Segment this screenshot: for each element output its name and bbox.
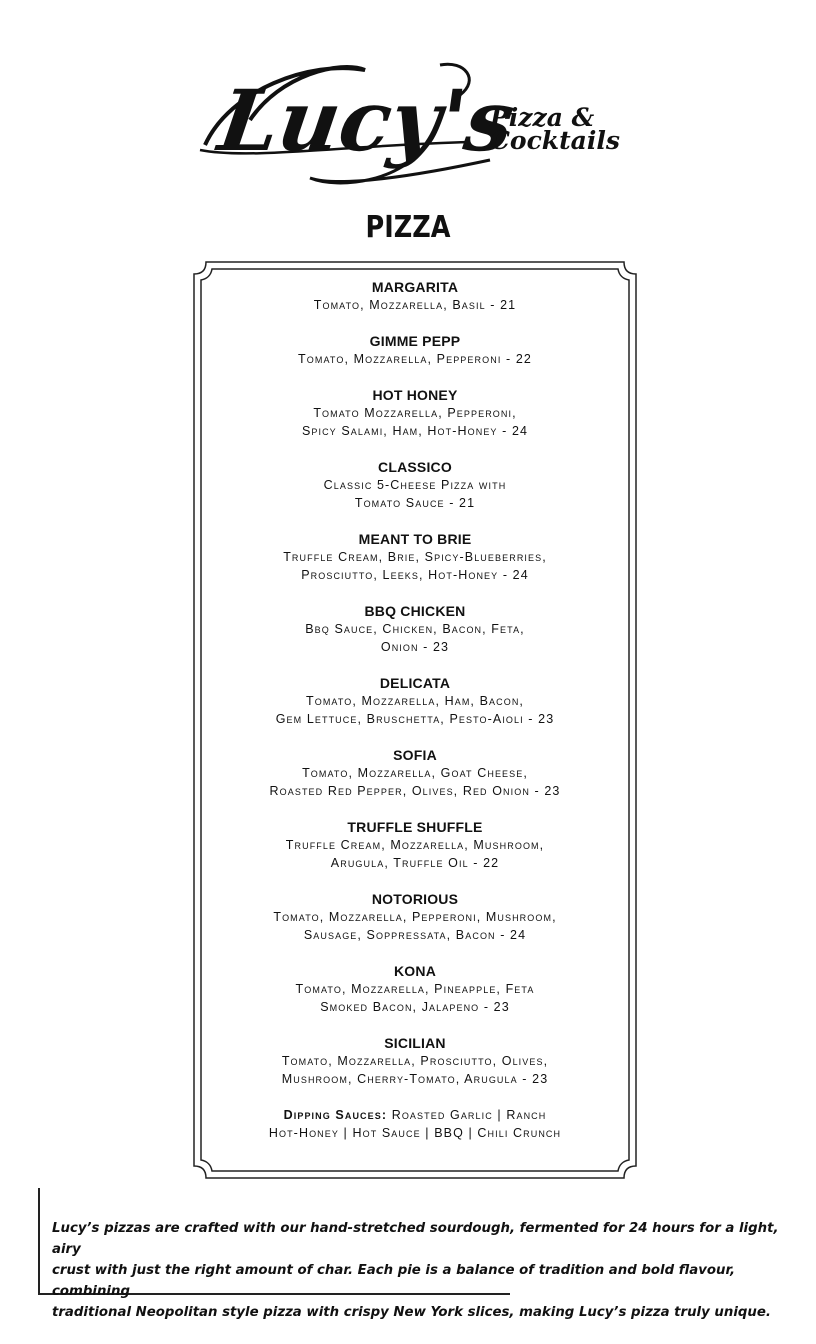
menu-item-name: CLASSICO (378, 459, 452, 475)
menu-item-description: Tomato, Mozzarella, Goat Cheese, Roasted Red Pepper, Olives, Red Onion - 23 (269, 766, 561, 798)
menu-item (192, 530, 638, 584)
dipping-sauces-line1: Roasted Garlic | Ranch (391, 1108, 547, 1122)
menu-item-name: KONA (393, 963, 437, 979)
lucys-logo (190, 50, 640, 195)
menu-item-description: Tomato Mozzarella, Pepperoni, Spicy Salami, Ham, Hot-Honey - 24 (301, 406, 529, 438)
menu-item-description: Bbq Sauce, Chicken, Bacon, Feta, Onion - 23 (305, 622, 525, 654)
dipping-sauces-line2: Hot-Honey | Hot Sauce | BBQ | Chili Crunch (268, 1126, 562, 1140)
menu-item (192, 458, 638, 512)
menu-items (192, 278, 638, 1142)
menu-item (192, 1034, 638, 1088)
menu-item-name: SOFIA (393, 747, 437, 763)
menu-item-description: Tomato, Mozzarella, Pineapple, Feta Smoked Bacon, Jalapeno - 23 (295, 982, 535, 1014)
menu-item-name: BBQ CHICKEN (364, 603, 466, 619)
menu-item-name: HOT HONEY (372, 387, 458, 403)
footer-note: Lucy’s pizzas are crafted with our hand-stretched sourdough, fermented for 24 hours for a light, airy crust with just the right amount of char. Each pie is a balance of tradition and bold flavour, combining traditional Neopolitan style pizza with crispy New York slices, making Lucy’s pizza truly unique. (52, 1221, 779, 1320)
menu-frame (192, 260, 638, 1180)
menu-item-name: SICILIAN (384, 1035, 446, 1051)
menu-item (192, 962, 638, 1016)
dipping-sauces-label: Dipping Sauces: (283, 1108, 388, 1122)
menu-item (192, 890, 638, 944)
menu-item (192, 278, 638, 314)
menu-item (192, 818, 638, 872)
menu-item-name: DELICATA (379, 675, 451, 691)
dipping-sauces (192, 1106, 638, 1142)
menu-item (192, 602, 638, 656)
menu-item-description: Tomato, Mozzarella, Prosciutto, Olives, Mushroom, Cherry-Tomato, Arugula - 23 (281, 1054, 549, 1086)
menu-item-description: Tomato, Mozzarella, Pepperoni, Mushroom, Sausage, Soppressata, Bacon - 24 (273, 910, 557, 942)
menu-item-name: MARGARITA (371, 279, 459, 295)
menu-item (192, 386, 638, 440)
menu-item-description: Truffle Cream, Mozzarella, Mushroom, Arugula, Truffle Oil - 22 (285, 838, 545, 870)
menu-item-description: Tomato, Mozzarella, Basil - 21 (313, 298, 517, 312)
note-frame-left-line (38, 1188, 40, 1294)
menu-item (192, 674, 638, 728)
section-title: PIZZA (365, 210, 451, 245)
menu-item-name: TRUFFLE SHUFFLE (347, 819, 483, 835)
menu-item-name: NOTORIOUS (371, 891, 459, 907)
logo-tagline-line2: Cocktails (490, 126, 620, 155)
menu-item (192, 746, 638, 800)
menu-item-description: Truffle Cream, Brie, Spicy-Blueberries, Prosciutto, Leeks, Hot-Honey - 24 (283, 550, 547, 582)
logo-script-text: Lucy's (213, 71, 521, 170)
menu-item-description: Classic 5-Cheese Pizza with Tomato Sauce - 21 (323, 478, 507, 510)
menu-item-name: GIMME PEPP (369, 333, 461, 349)
menu-item (192, 332, 638, 368)
menu-item-description: Tomato, Mozzarella, Pepperoni - 22 (298, 352, 532, 366)
menu-item-description: Tomato, Mozzarella, Ham, Bacon, Gem Lettuce, Bruschetta, Pesto-Aioli - 23 (275, 694, 555, 726)
logo-tagline-line1: Pizza & (490, 103, 595, 132)
menu-item-name: MEANT TO BRIE (358, 531, 472, 547)
